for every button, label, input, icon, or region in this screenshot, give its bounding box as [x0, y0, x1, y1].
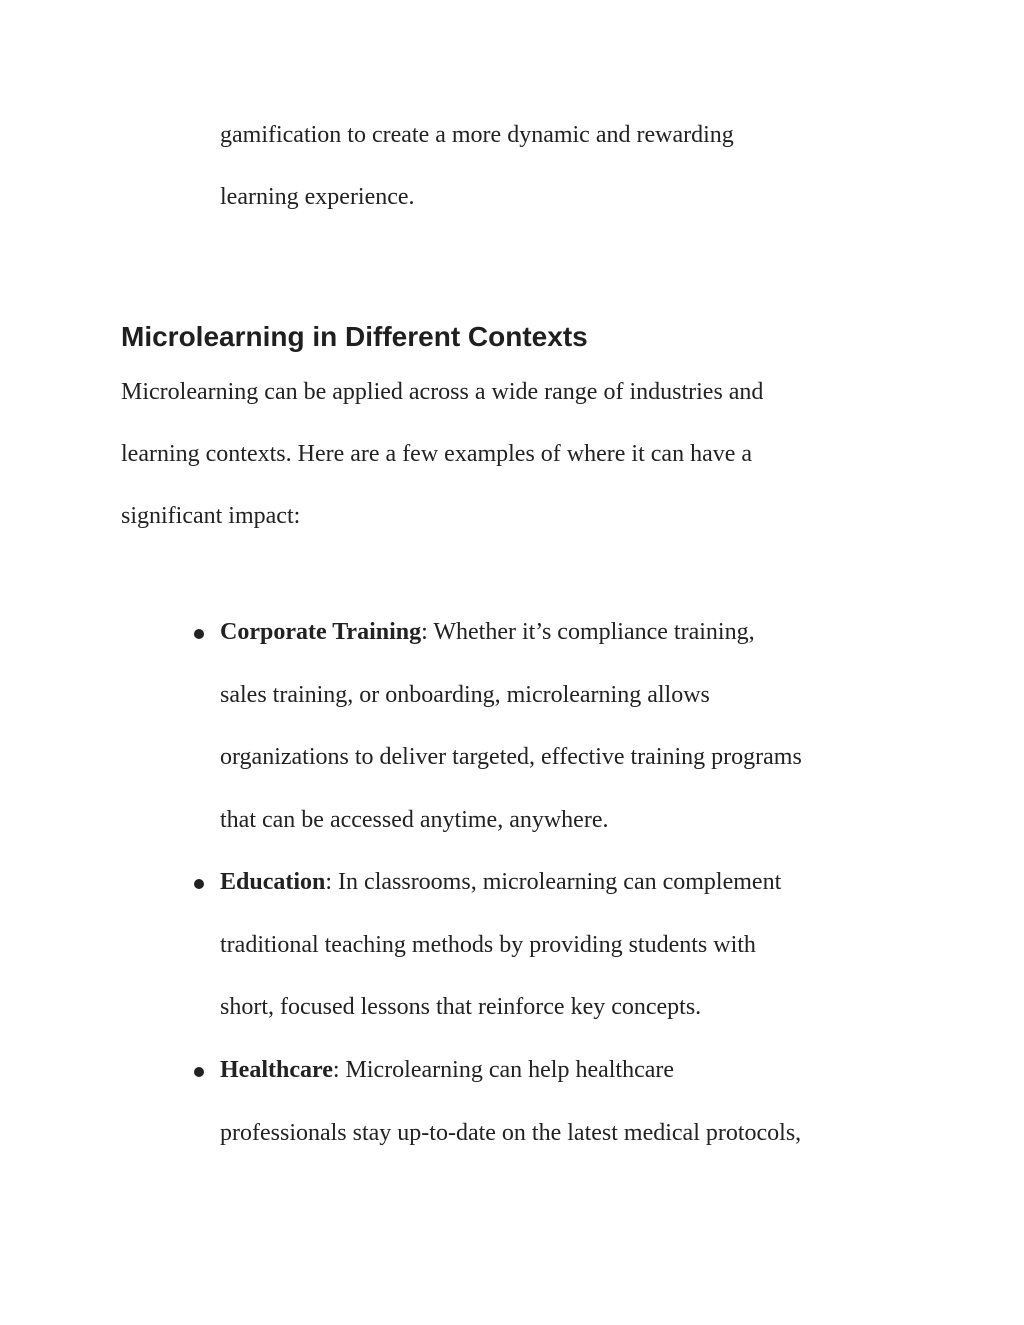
list-item-text: : In classrooms, microlearning can complement — [325, 869, 782, 895]
list-item-line: traditional teaching methods by providing students with — [220, 932, 756, 958]
paragraph-line-3: significant impact: — [121, 503, 301, 529]
list-item-first-line — [220, 867, 781, 897]
list-item-line: short, focused lessons that reinforce key concepts. — [220, 994, 702, 1020]
list-item-term: Corporate Training — [220, 619, 422, 645]
list-item-text: : Whether it’s compliance training, — [421, 619, 755, 645]
list-item-line: organizations to deliver targeted, effective training programs — [220, 744, 802, 770]
paragraph-line-1: Microlearning can be applied across a wide range of industries and — [121, 379, 764, 405]
list-item-term: Education — [220, 869, 326, 895]
paragraph-line-2: learning contexts. Here are a few examples of where it can have a — [121, 441, 753, 467]
list-item-first-line — [220, 617, 755, 647]
intro-line-1: gamification to create a more dynamic and rewarding — [220, 122, 734, 148]
list-item-term: Healthcare — [220, 1057, 333, 1083]
list-item-text: : Microlearning can help healthcare — [332, 1057, 675, 1083]
list-item-first-line — [220, 1055, 674, 1085]
list-item-line: that can be accessed anytime, anywhere. — [220, 807, 609, 833]
list-item-line: professionals stay up-to-date on the latest medical protocols, — [220, 1120, 802, 1146]
section-heading: Microlearning in Different Contexts — [121, 321, 588, 352]
bullet-dot — [194, 1067, 204, 1077]
bullet-dot — [194, 629, 204, 639]
bullet-dot — [194, 879, 204, 889]
intro-line-2: learning experience. — [220, 184, 415, 210]
list-item-line: sales training, or onboarding, microlearning allows — [220, 682, 710, 708]
